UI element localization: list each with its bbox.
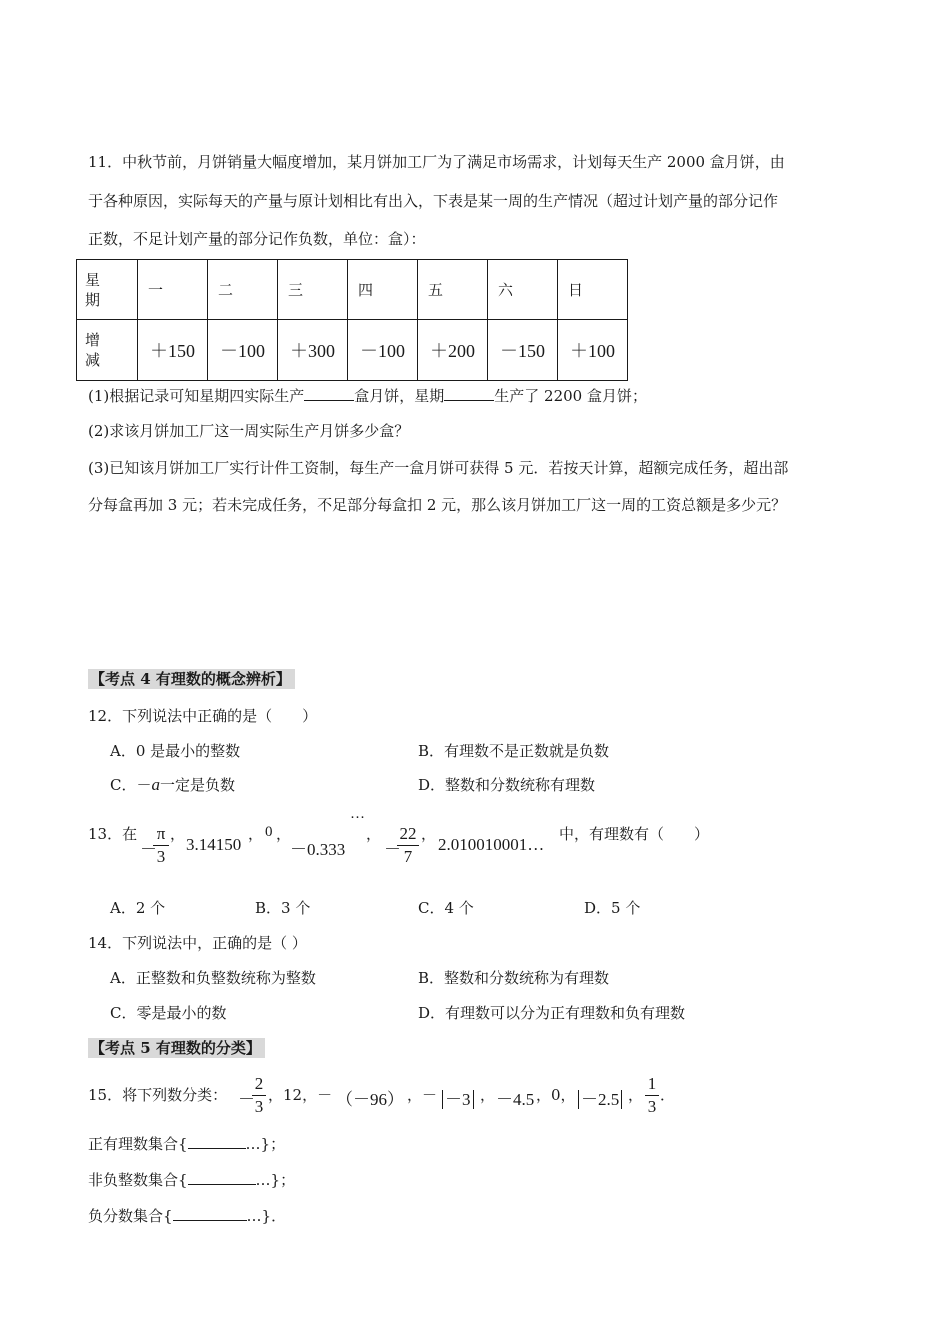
q14-option-d[interactable]: D．有理数可以分为正有理数和负有理数 [418,1004,686,1022]
q14-stem: 14．下列说法中，正确的是（ ） [88,934,307,952]
table-cell-value: －100 [348,320,418,381]
table-row-label: 增 减 [77,320,138,381]
q14-option-b[interactable]: B．整数和分数统称为有理数 [418,969,610,987]
answer-blank[interactable] [304,386,354,401]
q12-option-d[interactable]: D．整数和分数统称有理数 [418,776,596,794]
table-cell-day: 四 [348,260,418,320]
q13-option-c[interactable]: C．4 个 [418,899,474,917]
answer-blank[interactable] [188,1170,256,1185]
q13-option-a[interactable]: A．2 个 [110,899,166,917]
table-cell-day: 一 [138,260,208,320]
table-cell-value: ＋100 [558,320,628,381]
q12-option-a[interactable]: A．0 是最小的整数 [110,742,241,760]
q15-fraction-1-over-3: 1 3 [645,1074,659,1117]
table-cell-day: 二 [208,260,278,320]
q13-option-d[interactable]: D．5 个 [584,899,641,917]
q11-part-1: (1)根据记录可知星期四实际生产 盒月饼，星期 生产了 2200 盒月饼； [88,387,647,405]
set-negative-fraction: 负分数集合{ …}． [88,1207,287,1225]
table-cell-value: ＋200 [418,320,488,381]
set-non-negative-integer: 非负整数集合{ …}； [88,1171,296,1189]
q15-absolute-value: －3 [442,1085,474,1110]
q15-prefix: 15．将下列数分类： [88,1086,228,1104]
answer-blank[interactable] [188,1134,246,1149]
section-4-heading: 【考点 4 有理数的概念辨析】 [88,669,295,689]
table-cell-value: －150 [488,320,558,381]
q13-number: －0.333 [290,840,346,859]
q11-part-2: (2)求该月饼加工厂这一周实际生产月饼多少盒？ [88,422,410,440]
table-cell-day: 三 [278,260,348,320]
q15-neg-sign: － [238,1090,255,1109]
q15-fraction-2-over-3: 2 3 [252,1074,266,1117]
q13-number: 3.14150 [186,835,242,854]
q13-number: 2.010010001… [438,835,545,854]
q15-parenthesized: （－96） [336,1090,404,1109]
q12-option-b[interactable]: B．有理数不是正数就是负数 [418,742,610,760]
set-positive-rational: 正有理数集合{ …}； [88,1135,286,1153]
q13-neg-sign: － [384,840,401,859]
table-row-label: 星 期 [77,260,138,320]
q14-option-a[interactable]: A．正整数和负整数统称为整数 [110,969,316,987]
table-cell-day: 五 [418,260,488,320]
section-5-heading: 【考点 5 有理数的分类】 [88,1038,265,1058]
table-cell-day: 六 [488,260,558,320]
table-cell-value: －100 [208,320,278,381]
q13-fraction-pi-over-3: π 3 [153,824,169,867]
q13-prefix: 13．在 [88,825,138,843]
answer-blank[interactable] [173,1206,247,1221]
q12-stem: 12．下列说法中正确的是（ ） [88,707,318,725]
q15-absolute-value: －2.5 [578,1085,622,1110]
table-cell-day: 日 [558,260,628,320]
production-table [76,259,628,381]
q11-line-1: 11．中秋节前，月饼销量大幅度增加，某月饼加工厂为了满足市场需求，计划每天生产 2000 盒月饼，由 [88,153,785,171]
q11-line-2: 于各种原因，实际每天的产量与原计划相比有出入，下表是某一周的生产情况（超过计划产量的部分记作 [88,192,779,210]
q13-suffix: 中，有理数有（ ） [559,825,710,843]
table-row-change [77,320,628,381]
table-row-weekday [77,260,628,320]
repeating-dots: ··· [350,810,365,826]
q11-line-3: 正数，不足计划产量的部分记作负数，单位：盒）： [88,230,426,248]
q13-fraction-22-over-7: 22 7 [397,824,419,867]
table-cell-value: ＋300 [278,320,348,381]
q11-part-3-line-2: 分每盒再加 3 元；若未完成任务，不足部分每盒扣 2 元，那么该月饼加工厂这一周的工资总额是多少元？ [88,496,787,514]
q13-neg-sign: － [140,840,157,859]
q11-part-3-line-1: (3)已知该月饼加工厂实行计件工资制，每生产一盒月饼可获得 5 元．若按天计算，超额完成任务，超出部 [88,459,789,477]
q15-number: －4.5 [496,1090,535,1109]
q13-option-b[interactable]: B．3 个 [255,899,311,917]
q14-option-c[interactable]: C．零是最小的数 [110,1004,227,1022]
variable-a: a [151,775,160,794]
q13-number: 0 [265,824,273,840]
answer-blank[interactable] [444,386,494,401]
q12-option-c[interactable]: C．－a一定是负数 [110,775,235,794]
table-cell-value: ＋150 [138,320,208,381]
